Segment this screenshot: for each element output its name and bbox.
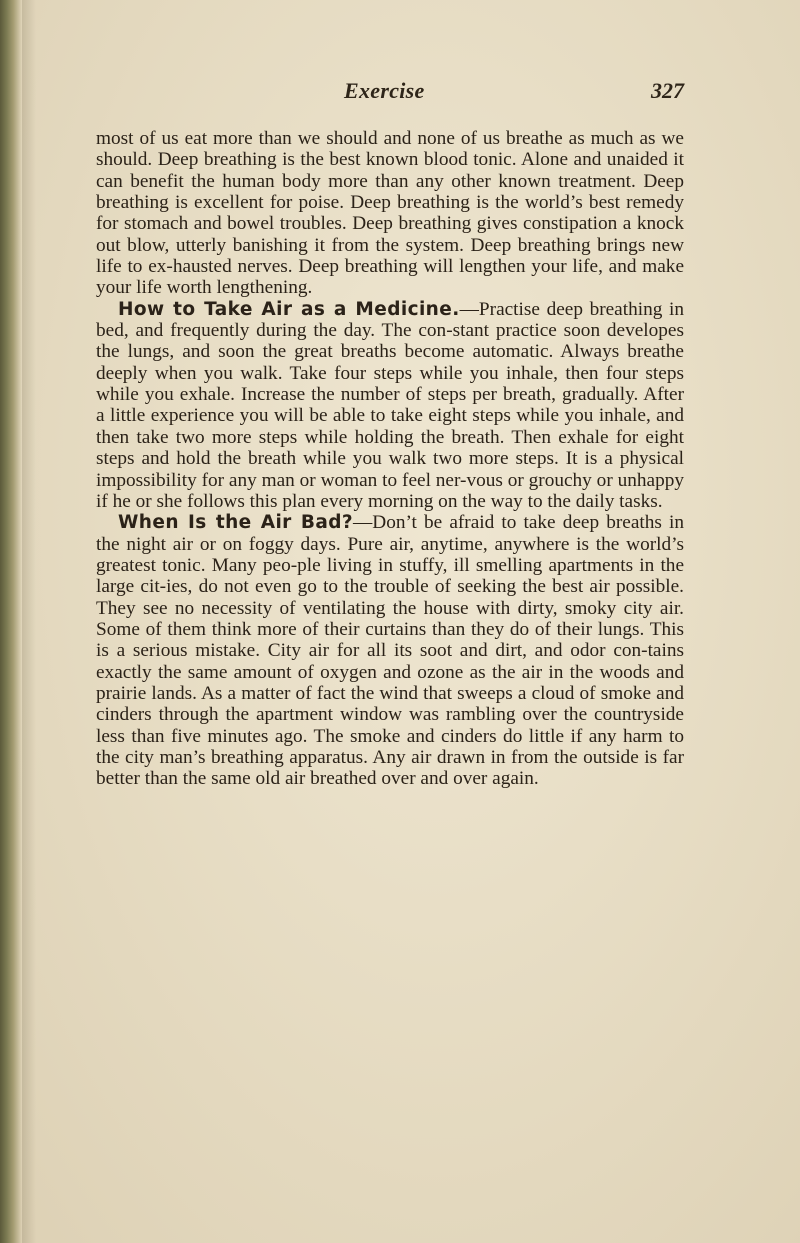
book-spine-edge [0,0,22,1243]
body-text [96,128,684,790]
gutter-shadow [22,0,36,1243]
paragraph-continuation [96,128,684,299]
paragraph-text: most of us eat more than we should and none of us breathe as much as we should. Deep breathing is the best known blood tonic. Alone and unaided it can benefit the human body more than any other known treatment. Deep breathing is excellent for poise. Deep breathing is the world’s best remedy for stomach and bowel troubles. Deep breathing gives constipation a knock out blow, utterly banishing it from the system. Deep breathing brings new life to ex-hausted nerves. Deep breathing will lengthen your life, and make your life worth lengthening. [96,128,684,299]
running-header [96,78,684,110]
running-title: Exercise [344,78,425,103]
paragraph-text: —Don’t be afraid to take deep breaths in the night air or on foggy days. Pure air, anytime, anywhere is the world’s greatest tonic. Many peo-ple living in stuffy, ill smelling apartments in the large cit-ies, do not even go to the trouble of seeking the best air possible. They see no necessity of ventilating the house with dirty, smoky city air. Some of them think more of their curtains than they do of their lungs. This is a serious mistake. City air for all its soot and dirt, and odor con-tains exactly the same amount of oxygen and ozone as the air in the woods and prairie lands. As a matter of fact the wind that sweeps a cloud of smoke and cinders through the apartment window was rambling over the countryside less than five minutes ago. The smoke and cinders do little if any harm to the city man’s breathing apparatus. Any air drawn in from the outside is far better than the same old air breathed over and over again. [96,512,684,790]
section-heading: When Is the Air Bad? [118,512,353,534]
page-number: 327 [651,78,684,103]
paragraph-air-bad [96,512,684,789]
paragraph-text: —Practise deep breathing in bed, and frequently during the day. The con-stant practice soon developes the lungs, and soon the great breaths become automatic. Always breathe deeply when you walk. Take four steps while you inhale, then four steps while you exhale. Increase the number of steps per breath, gradually. After a little experience you will be able to take eight steps while you inhale, and then take two more steps while holding the breath. Then exhale for eight steps and hold the breath while you walk two more steps. It is a physical impossibility for any man or woman to feel ner-vous or grouchy or unhappy if he or she follows this plan every morning on the way to the daily tasks. [96,298,684,512]
section-heading: How to Take Air as a Medicine. [118,298,460,320]
paragraph-air-as-medicine [96,299,684,512]
